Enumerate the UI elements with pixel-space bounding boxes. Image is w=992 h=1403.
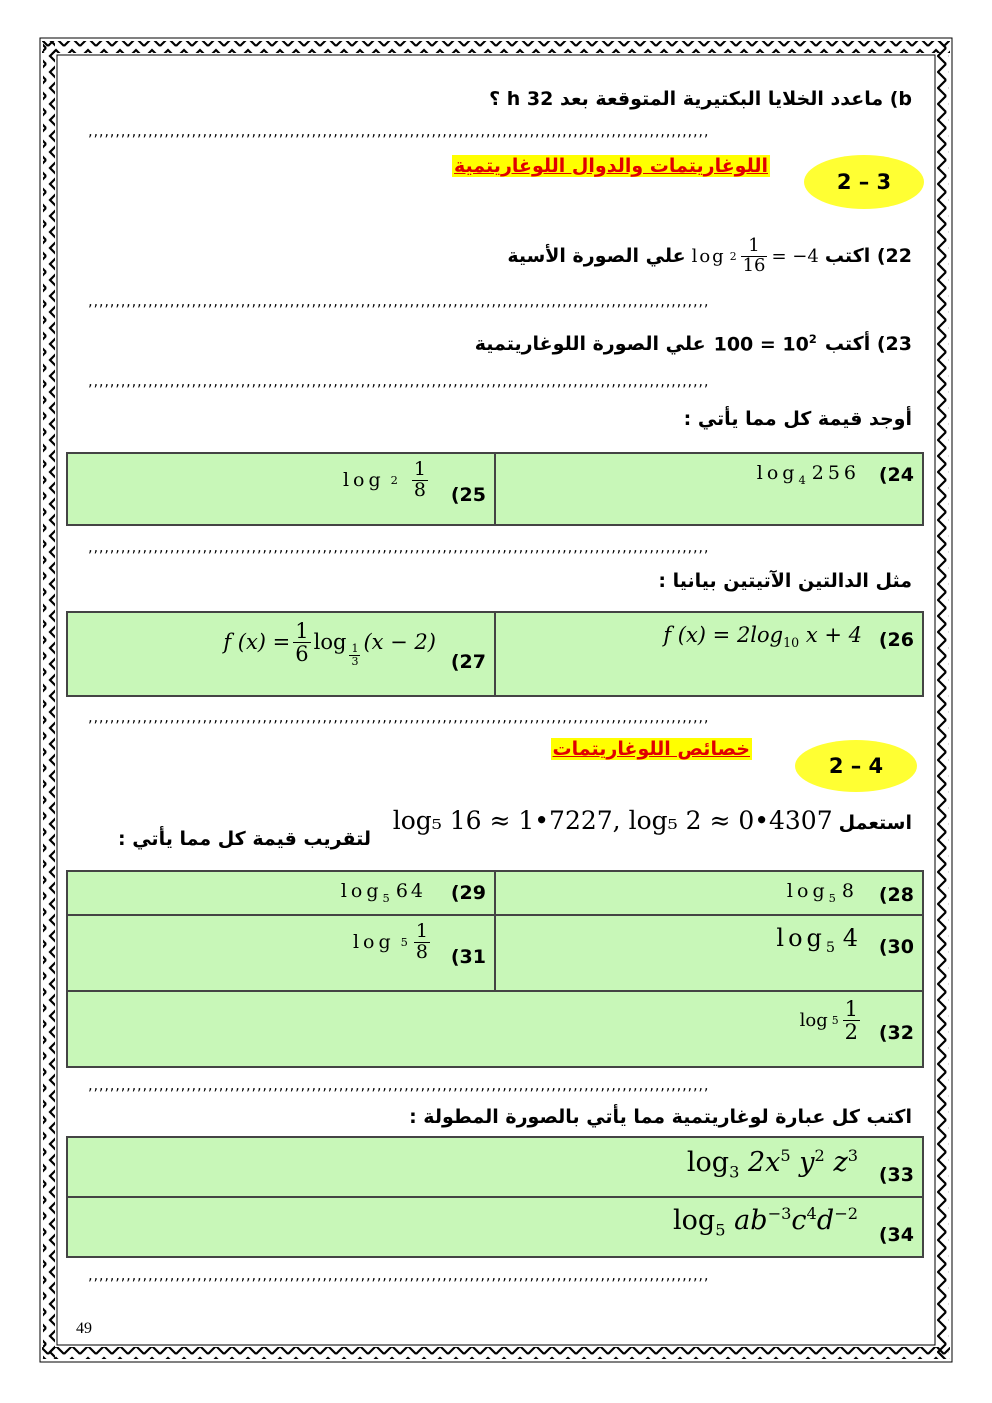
section-number-badge: 2 – 3 xyxy=(804,155,924,209)
q22-expression xyxy=(691,234,819,276)
q23-expression: $100 = 10^2$ xyxy=(713,332,817,356)
answer-dots: ‚‚‚‚‚‚‚‚‚‚‚‚‚‚‚‚‚‚‚‚‚‚‚‚‚‚‚‚‚‚‚‚‚‚‚‚‚‚‚‚‚‚‚‚‚‚‚‚‚‚‚‚‚‚‚‚‚‚‚‚‚‚‚‚‚‚‚‚‚‚‚‚‚‚‚‚‚‚‚‚‚‚‚‚‚‚‚‚‚‚‚‚‚‚‚‚‚‚‚‚‚‚‚‚‚‚‚‚‚‚‚‚‚‚ xyxy=(88,294,710,310)
question-b: b) ماعدد الخلايا البكتيرية المتوقعة بعد 32 h ؟ xyxy=(489,88,912,110)
cell-27 xyxy=(67,612,495,696)
q34-expression: $\log_5 ab^{-3}c^4d^{-2}$ xyxy=(673,1204,858,1240)
answer-dots: ‚‚‚‚‚‚‚‚‚‚‚‚‚‚‚‚‚‚‚‚‚‚‚‚‚‚‚‚‚‚‚‚‚‚‚‚‚‚‚‚‚‚‚‚‚‚‚‚‚‚‚‚‚‚‚‚‚‚‚‚‚‚‚‚‚‚‚‚‚‚‚‚‚‚‚‚‚‚‚‚‚‚‚‚‚‚‚‚‚‚‚‚‚‚‚‚‚‚‚‚‚‚‚‚‚‚‚‚‚‚‚‚‚‚ xyxy=(88,374,710,390)
section-title-text: اللوغاريتمات والدوال اللوغاريتمية xyxy=(454,155,768,177)
q25-number: (25 xyxy=(450,484,486,506)
use-approximation-line xyxy=(393,806,912,835)
q28-number: (28 xyxy=(878,884,914,906)
q29-number: (29 xyxy=(450,882,486,904)
use-suffix: لتقريب قيمة كل مما يأتي : xyxy=(118,828,372,850)
q22-fraction: $\frac{1}{16}$ xyxy=(742,234,766,276)
cell-28 xyxy=(495,871,923,915)
answer-dots: ‚‚‚‚‚‚‚‚‚‚‚‚‚‚‚‚‚‚‚‚‚‚‚‚‚‚‚‚‚‚‚‚‚‚‚‚‚‚‚‚‚‚‚‚‚‚‚‚‚‚‚‚‚‚‚‚‚‚‚‚‚‚‚‚‚‚‚‚‚‚‚‚‚‚‚‚‚‚‚‚‚‚‚‚‚‚‚‚‚‚‚‚‚‚‚‚‚‚‚‚‚‚‚‚‚‚‚‚‚‚‚‚‚‚ xyxy=(88,1268,710,1284)
page-number: 49 xyxy=(76,1320,92,1337)
cell-30 xyxy=(495,915,923,991)
table-28-32 xyxy=(66,870,924,1068)
table-24-25 xyxy=(66,452,924,526)
q33-expression: $\log_3 2x^5$ $y^2$ $z^3$ xyxy=(686,1146,858,1182)
cell-24 xyxy=(495,453,923,525)
q24-number: (24 xyxy=(878,464,914,486)
section-title-text: خصائص اللوغاريتمات xyxy=(552,738,750,760)
expand-heading: اكتب كل عبارة لوغاريتمية مما يأتي بالصورة المطولة : xyxy=(409,1106,912,1128)
table-26-27 xyxy=(66,611,924,697)
q24-expression: $\log_4 256$ xyxy=(756,462,860,487)
cell-34 xyxy=(67,1197,923,1257)
use-prefix: استعمل xyxy=(838,812,912,834)
question-22 xyxy=(507,226,912,286)
q22-suffix: علي الصورة الأسية xyxy=(507,245,686,267)
cell-26 xyxy=(495,612,923,696)
table-33-34 xyxy=(66,1136,924,1258)
q32-number: (32 xyxy=(878,1022,914,1044)
answer-dots: ‚‚‚‚‚‚‚‚‚‚‚‚‚‚‚‚‚‚‚‚‚‚‚‚‚‚‚‚‚‚‚‚‚‚‚‚‚‚‚‚‚‚‚‚‚‚‚‚‚‚‚‚‚‚‚‚‚‚‚‚‚‚‚‚‚‚‚‚‚‚‚‚‚‚‚‚‚‚‚‚‚‚‚‚‚‚‚‚‚‚‚‚‚‚‚‚‚‚‚‚‚‚‚‚‚‚‚‚‚‚‚‚‚‚ xyxy=(88,710,710,726)
q27-number: (27 xyxy=(450,651,486,673)
section-number-badge: 2 – 4 xyxy=(795,740,917,792)
q32-expression: log 5 $\frac{1}{2}$ xyxy=(799,997,858,1045)
q28-expression: $\log_5 8$ xyxy=(786,880,854,905)
cell-32 xyxy=(67,991,923,1067)
q26-number: (26 xyxy=(878,629,914,651)
section-title xyxy=(452,155,770,177)
q22-equals: = −4 xyxy=(771,245,819,267)
q22-prefix: 22) اكتب xyxy=(824,245,912,267)
answer-dots: ‚‚‚‚‚‚‚‚‚‚‚‚‚‚‚‚‚‚‚‚‚‚‚‚‚‚‚‚‚‚‚‚‚‚‚‚‚‚‚‚‚‚‚‚‚‚‚‚‚‚‚‚‚‚‚‚‚‚‚‚‚‚‚‚‚‚‚‚‚‚‚‚‚‚‚‚‚‚‚‚‚‚‚‚‚‚‚‚‚‚‚‚‚‚‚‚‚‚‚‚‚‚‚‚‚‚‚‚‚‚‚‚‚‚ xyxy=(88,540,710,556)
q22-log: log xyxy=(691,245,726,267)
q30-expression: $\log_5 4$ xyxy=(776,924,858,956)
answer-dots: ‚‚‚‚‚‚‚‚‚‚‚‚‚‚‚‚‚‚‚‚‚‚‚‚‚‚‚‚‚‚‚‚‚‚‚‚‚‚‚‚‚‚‚‚‚‚‚‚‚‚‚‚‚‚‚‚‚‚‚‚‚‚‚‚‚‚‚‚‚‚‚‚‚‚‚‚‚‚‚‚‚‚‚‚‚‚‚‚‚‚‚‚‚‚‚‚‚‚‚‚‚‚‚‚‚‚‚‚‚‚‚‚‚‚ xyxy=(88,124,710,140)
cell-29 xyxy=(67,871,495,915)
graph-heading: مثل الدالتين الآتيتين بيانيا : xyxy=(658,570,912,592)
q26-expression: f $(x) = 2\log_{10}$ x + 4 xyxy=(663,623,862,651)
q25-expression: log 2 $\frac{1}{8}$ xyxy=(342,458,426,501)
use-expression: log₅ 16 ≈ 1•7227, log₅ 2 ≈ 0•4307 xyxy=(392,806,833,835)
q31-number: (31 xyxy=(450,946,486,968)
cell-33 xyxy=(67,1137,923,1197)
find-values-heading: أوجد قيمة كل مما يأتي : xyxy=(683,408,912,430)
answer-dots: ‚‚‚‚‚‚‚‚‚‚‚‚‚‚‚‚‚‚‚‚‚‚‚‚‚‚‚‚‚‚‚‚‚‚‚‚‚‚‚‚‚‚‚‚‚‚‚‚‚‚‚‚‚‚‚‚‚‚‚‚‚‚‚‚‚‚‚‚‚‚‚‚‚‚‚‚‚‚‚‚‚‚‚‚‚‚‚‚‚‚‚‚‚‚‚‚‚‚‚‚‚‚‚‚‚‚‚‚‚‚‚‚‚‚ xyxy=(88,1078,710,1094)
cell-25 xyxy=(67,453,495,525)
cell-31 xyxy=(67,915,495,991)
q30-number: (30 xyxy=(878,936,914,958)
q22-base: 2 xyxy=(729,249,737,263)
section-title xyxy=(551,738,752,760)
q23-suffix: علي الصورة اللوغاريتمية xyxy=(474,333,706,356)
question-23 xyxy=(475,332,912,355)
q31-expression: log 5 $\frac{1}{8}$ xyxy=(352,920,428,963)
q33-number: (33 xyxy=(878,1164,914,1186)
q29-expression: $\log_5 64$ xyxy=(340,880,426,905)
q27-expression: f (x) = $\frac{1}{6}$ log $\frac{1}{3}$ (x − 2) xyxy=(223,618,436,668)
q23-prefix: 23) أكتب xyxy=(824,333,912,356)
q34-number: (34 xyxy=(878,1224,914,1246)
